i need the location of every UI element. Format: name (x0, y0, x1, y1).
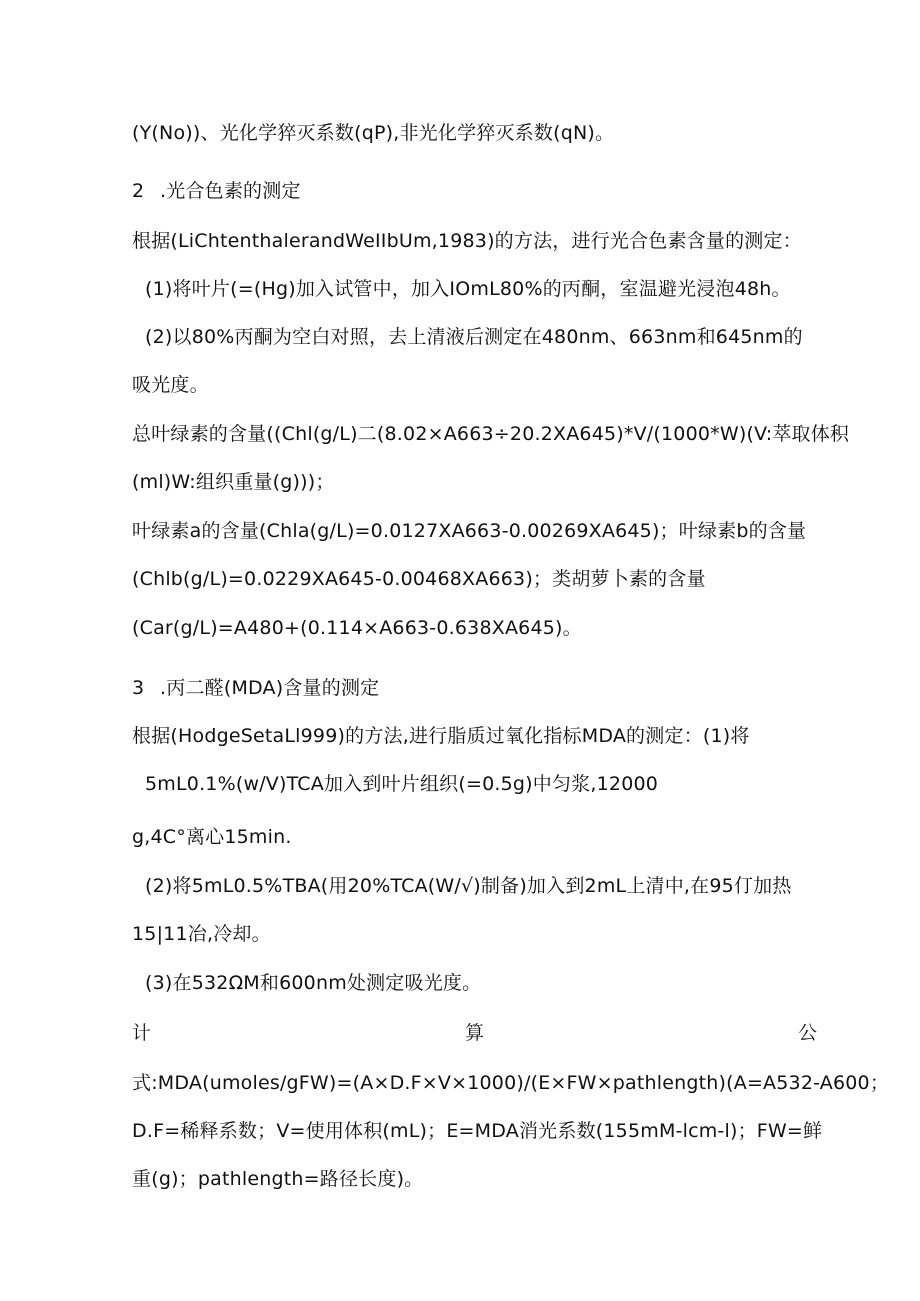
section-number: 2 (132, 180, 145, 202)
text-char: 计 (132, 1022, 152, 1044)
text-line: (2)将5mL0.5%TBA(用20%TCA(W∕√)制备)加入到2mL上清中,在95仃加热 (145, 875, 792, 897)
justified-text-line (132, 1020, 817, 1046)
text-line: (ml)W:组织重量(g)))； (132, 471, 335, 493)
text-line: 叶绿素a的含量(Chla(g∕L)=0.0127XA663-0.00269XA645)；叶绿素b的含量 (132, 520, 807, 542)
text-line: 吸光度。 (132, 374, 209, 396)
text-line: (2)以80%丙酮为空白对照，去上清液后测定在480nm、663nm和645nm的 (145, 326, 803, 348)
text-line: (Car(g∕L)=A480+(0.114×A663-0.638XA645)。 (132, 617, 582, 639)
text-line: (Chlb(g∕L)=0.0229XA645-0.00468XA663)；类胡萝卜素的含量 (132, 568, 706, 590)
text-line: 根据(HodgeSetaLl999)的方法,进行脂质过氧化指标MDA的测定：(1)将 (132, 725, 750, 747)
text-line: 重(g)；pathlength=路径长度)。 (132, 1168, 424, 1190)
text-line: 15|11冶,冷却。 (132, 923, 271, 945)
text-line: (3)在532ΩM和600nm处测定吸光度。 (145, 972, 482, 994)
section-heading-2 (132, 178, 301, 204)
section-title: .光合色素的测定 (160, 180, 301, 202)
text-char: 公 (797, 1022, 817, 1044)
text-line: D.F=稀释系数；V=使用体积(mL)；E=MDA消光系数(155mM-lcm-l)；FW=鲜 (132, 1120, 823, 1142)
section-heading-3 (132, 675, 379, 701)
text-line: 5mL0.1%(w∕V)TCA加入到叶片组织(=0.5g)中匀浆,12000 (145, 773, 659, 795)
section-number: 3 (132, 677, 145, 699)
section-title: .丙二醛(MDA)含量的测定 (160, 677, 380, 699)
text-line: 式:MDA(umoles/gFW)=(A×D.F×V×1000)/(E×FW×pathlength)(A=A532-A600； (132, 1072, 890, 1094)
text-line: (1)将叶片(=(Hg)加入试管中，加入IOmL80%的丙酮，室温避光浸泡48h。 (145, 278, 791, 300)
text-char: 算 (464, 1022, 484, 1044)
text-line: 根据(LiChtenthalerandWeIIbUm,1983)的方法，进行光合色素含量的测定： (132, 230, 802, 252)
text-line: (Y(No))、光化学猝灭系数(qP),非光化学猝灭系数(qN)。 (132, 122, 615, 144)
text-line: g,4C°离心15min. (132, 826, 292, 848)
text-line: 总叶绿素的含量((Chl(g∕L)二(8.02×A663÷20.2XA645)*V∕(1000*W)(V:萃取体积 (132, 423, 850, 445)
